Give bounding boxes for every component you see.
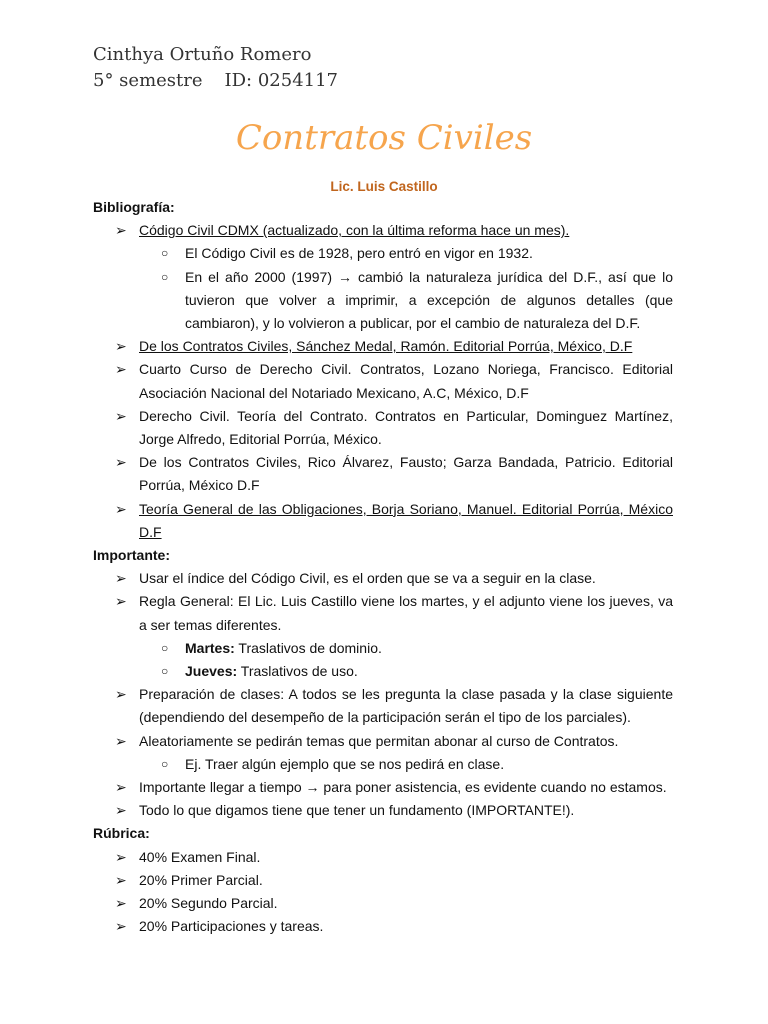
arrow-bullet-icon: ➢ xyxy=(115,918,127,935)
sub-list-item xyxy=(93,266,673,336)
arrow-bullet-icon: ➢ xyxy=(115,407,127,424)
list-item xyxy=(93,219,673,242)
list-item xyxy=(93,892,673,915)
jueves-text: Traslativos de uso. xyxy=(237,663,358,680)
importante-item-text: Aleatoriamente se pedirán temas que permitan abonar al curso de Contratos. xyxy=(139,732,619,749)
list-item xyxy=(93,405,673,451)
author-name: Cinthya Ortuño Romero xyxy=(93,44,312,65)
bib-item-text: De los Contratos Civiles, Sánchez Medal, Ramón. Editorial Porrúa, México, D.F xyxy=(139,338,633,355)
student-id: ID: 0254117 xyxy=(224,70,339,91)
list-item xyxy=(93,799,673,822)
list-item xyxy=(93,869,673,892)
rubrica-heading: Rúbrica: xyxy=(93,825,150,842)
jueves-label: Jueves: xyxy=(185,663,238,680)
arrow-bullet-icon: ➢ xyxy=(115,361,127,378)
rubrica-item-text: 20% Participaciones y tareas. xyxy=(139,918,324,935)
bib-item-text: Cuarto Curso de Derecho Civil. Contratos, Lozano Noriega, Francisco. Editorial Asociación Nacional del Notariado Mexicano, A.C, México, D.F xyxy=(139,361,673,401)
author-details xyxy=(93,68,338,94)
importante-item-text: Usar el índice del Código Civil, es el orden que se va a seguir en la clase. xyxy=(139,570,596,587)
arrow-bullet-icon: ➢ xyxy=(115,593,127,610)
sub-list-item xyxy=(93,660,673,683)
arrow-bullet-icon: ➢ xyxy=(115,871,127,888)
sub-list-item xyxy=(93,753,673,776)
importante-heading: Importante: xyxy=(93,547,170,564)
list-item xyxy=(93,358,673,404)
author-block xyxy=(93,42,338,94)
rubrica-item-text: 20% Primer Parcial. xyxy=(139,871,263,888)
importante-item-text: Preparación de clases: A todos se les pregunta la clase pasada y la clase siguiente (dependiendo del desempeño de la participación serán el tipo de los parciales). xyxy=(139,686,673,726)
arrow-bullet-icon: ➢ xyxy=(115,222,127,239)
list-item xyxy=(93,498,673,544)
circle-bullet-icon: ○ xyxy=(161,246,169,261)
list-item xyxy=(93,776,673,799)
martes-text: Traslativos de dominio. xyxy=(234,639,382,656)
list-item xyxy=(93,451,673,497)
circle-bullet-icon: ○ xyxy=(161,269,169,284)
document-title: Contratos Civiles xyxy=(235,118,533,158)
list-item xyxy=(93,683,673,729)
bibliografia-heading: Bibliografía: xyxy=(93,199,175,215)
document-body xyxy=(93,196,673,939)
arrow-bullet-icon: ➢ xyxy=(115,895,127,912)
list-item xyxy=(93,335,673,358)
circle-bullet-icon: ○ xyxy=(161,664,169,679)
arrow-bullet-icon: ➢ xyxy=(115,454,127,471)
importante-item-text: Importante llegar a tiempo → para poner asistencia, es evidente cuando no estamos. xyxy=(139,779,667,796)
list-item xyxy=(93,846,673,869)
sub-item-text: El Código Civil es de 1928, pero entró en vigor en 1932. xyxy=(185,245,533,262)
bib-item-text: Código Civil CDMX (actualizado, con la última reforma hace un mes). xyxy=(139,222,570,239)
importante-item-text: Regla General: El Lic. Luis Castillo viene los martes, y el adjunto viene los jueves, va a ser temas diferentes. xyxy=(139,593,673,633)
sub-item-text: Ej. Traer algún ejemplo que se nos pedirá en clase. xyxy=(185,755,505,772)
circle-bullet-icon: ○ xyxy=(161,756,169,771)
martes-label: Martes: xyxy=(185,639,235,656)
list-item xyxy=(93,915,673,938)
arrow-bullet-icon: ➢ xyxy=(115,686,127,703)
document-subtitle: Lic. Luis Castillo xyxy=(330,179,438,194)
rubrica-item-text: 20% Segundo Parcial. xyxy=(139,895,278,912)
arrow-bullet-icon: ➢ xyxy=(115,570,127,587)
circle-bullet-icon: ○ xyxy=(161,640,169,655)
list-item xyxy=(93,567,673,590)
sub-item-text: En el año 2000 (1997) → cambió la naturaleza jurídica del D.F., así que lo tuvieron que volver a imprimir, a excepción de algunos detalles (que cambiaron), y lo volvieron a publicar, por el cambio de naturaleza del D.F. xyxy=(185,268,673,332)
sub-list-item xyxy=(93,637,673,660)
arrow-bullet-icon: ➢ xyxy=(115,802,127,819)
list-item xyxy=(93,590,673,636)
arrow-bullet-icon: ➢ xyxy=(115,500,127,517)
sub-list-item xyxy=(93,242,673,265)
arrow-bullet-icon: ➢ xyxy=(115,732,127,749)
bib-item-text: Teoría General de las Obligaciones, Borja Soriano, Manuel. Editorial Porrúa, México D.F xyxy=(139,500,673,540)
list-item xyxy=(93,730,673,753)
bib-item-text: De los Contratos Civiles, Rico Álvarez, Fausto; Garza Bandada, Patricio. Editorial Porrúa, México D.F xyxy=(139,454,673,494)
arrow-bullet-icon: ➢ xyxy=(115,338,127,355)
importante-item-text: Todo lo que digamos tiene que tener un fundamento (IMPORTANTE!). xyxy=(139,802,575,819)
bib-item-text: Derecho Civil. Teoría del Contrato. Contratos en Particular, Dominguez Martínez, Jorge Alfredo, Editorial Porrúa, México. xyxy=(139,407,673,448)
arrow-bullet-icon: ➢ xyxy=(115,779,127,796)
rubrica-item-text: 40% Examen Final. xyxy=(139,848,261,865)
semester: 5° semestre xyxy=(93,70,203,91)
arrow-bullet-icon: ➢ xyxy=(115,848,127,865)
